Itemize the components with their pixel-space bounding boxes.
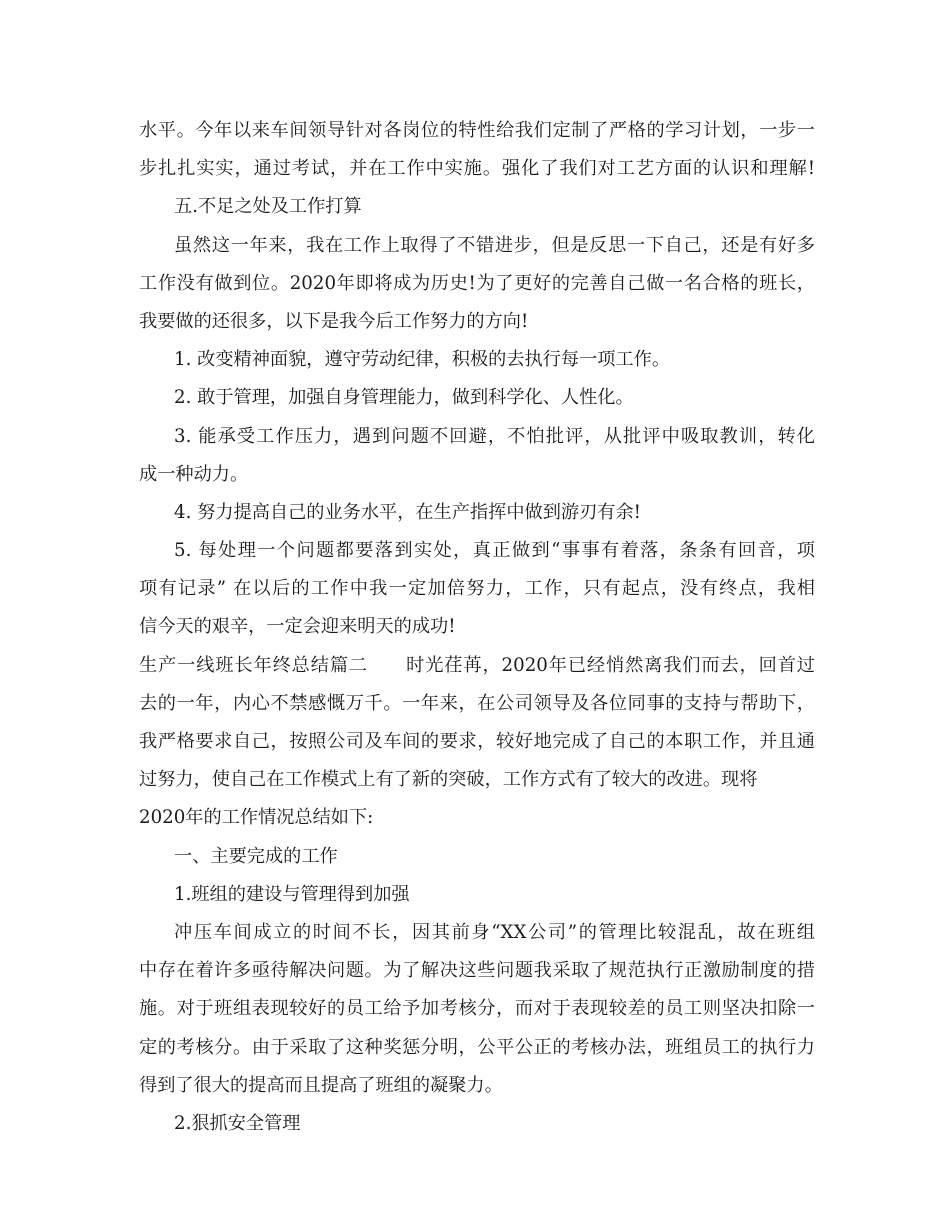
section-heading: 五.不足之处及工作打算 — [174, 196, 362, 218]
text-line: 中存在着许多亟待解决问题。为了解决这些问题我采取了规范执行正激励制度的措 — [139, 960, 815, 982]
text-line: 虽然这一年来，我在工作上取得了不错进步，但是反思一下自己，还是有好多 — [174, 234, 815, 256]
list-item: 1. 改变精神面貌，遵守劳动纪律，积极的去执行每一项工作。 — [174, 349, 671, 371]
text-line: 步扎扎实实，通过考试，并在工作中实施。强化了我们对工艺方面的认识和理解! — [139, 158, 815, 180]
text-line: 施。对于班组表现较好的员工给予加考核分，而对于表现较差的员工则坚决扣除一 — [139, 998, 815, 1020]
text-line: 成一种动力。 — [139, 463, 249, 485]
document-body — [139, 112, 815, 1143]
subsection-heading: 2.狠抓安全管理 — [174, 1112, 301, 1134]
text-line: 水平。今年以来车间领导针对各岗位的特性给我们定制了严格的学习计划，一步一 — [139, 120, 815, 141]
subsection-heading: 1.班组的建设与管理得到加强 — [174, 883, 410, 905]
text-line: 定的考核分。由于采取了这种奖惩分明，公平公正的考核办法，班组员工的执行力 — [139, 1036, 815, 1058]
text-line: 冲压车间成立的时间不长，因其前身“XX公司”的管理比较混乱，故在班组 — [174, 921, 815, 943]
text-line: 我严格要求自己，按照公司及车间的要求，较好地完成了自己的本职工作，并且通 — [139, 731, 815, 752]
list-item: 5. 每处理一个问题都要落到实处，真正做到“事事有着落，条条有回音，项 — [174, 540, 815, 562]
list-item: 2. 敢于管理，加强自身管理能力，做到科学化、人性化。 — [174, 387, 634, 409]
text-line: 信今天的艰辛，一定会迎来明天的成功! — [139, 616, 456, 638]
text-line: 我要做的还很多，以下是我今后工作努力的方向! — [139, 310, 529, 332]
text-line: 得到了很大的提高而且提高了班组的凝聚力。 — [139, 1074, 503, 1096]
article-title-line: 生产一线班长年终总结篇二 时光荏苒，2020年已经悄然离我们而去，回首过 — [139, 654, 815, 676]
text-line: 工作没有做到位。2020年即将成为历史!为了更好的完善自己做一名合格的班长， — [139, 272, 815, 294]
list-item: 4. 努力提高自己的业务水平，在生产指挥中做到游刃有余! — [174, 501, 641, 523]
text-line: 2020年的工作情况总结如下: — [139, 807, 374, 829]
section-heading: 一、主要完成的工作 — [174, 845, 338, 867]
text-line: 去的一年，内心不禁感慨万千。一年来，在公司领导及各位同事的支持与帮助下， — [139, 692, 815, 714]
text-line: 过努力，使自己在工作模式上有了新的突破，工作方式有了较大的改进。现将 — [139, 769, 758, 791]
text-line: 项有记录” 在以后的工作中我一定加倍努力，工作，只有起点，没有终点，我相 — [139, 578, 815, 600]
list-item: 3. 能承受工作压力，遇到问题不回避，不怕批评，从批评中吸取教训，转化 — [174, 425, 815, 447]
